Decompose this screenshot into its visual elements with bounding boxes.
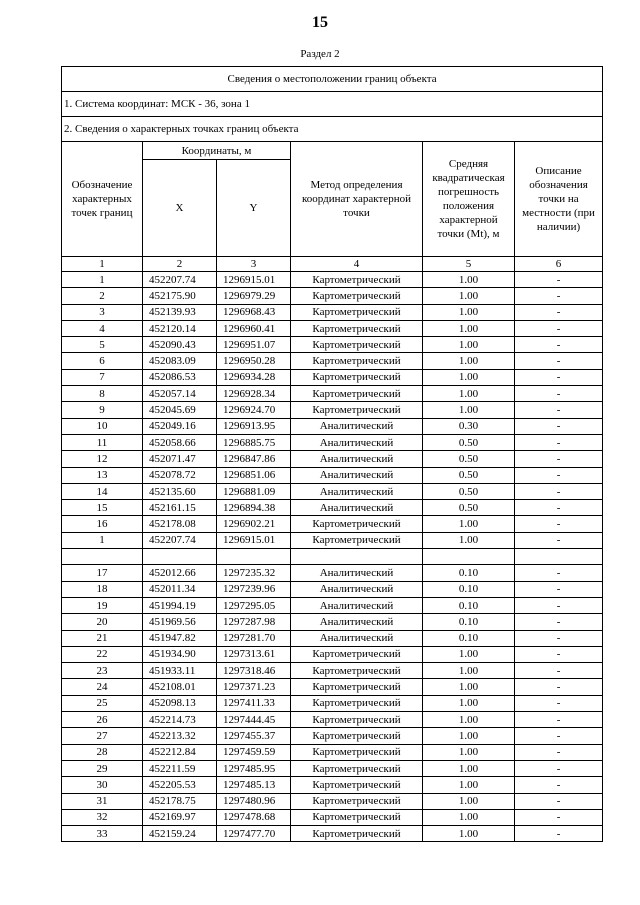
y-coordinate: 1297477.70 bbox=[217, 826, 291, 842]
y-coordinate: 1296902.21 bbox=[217, 516, 291, 532]
point-id: 25 bbox=[62, 695, 143, 711]
accuracy: 1.00 bbox=[423, 760, 515, 776]
point-id: 10 bbox=[62, 418, 143, 434]
x-coordinate: 452139.93 bbox=[143, 304, 217, 320]
description: - bbox=[515, 369, 603, 385]
description: - bbox=[515, 434, 603, 450]
table-title-row bbox=[62, 67, 603, 92]
x-coordinate: 451969.56 bbox=[143, 614, 217, 630]
accuracy: 1.00 bbox=[423, 646, 515, 662]
point-id: 5 bbox=[62, 337, 143, 353]
table-row bbox=[62, 614, 603, 630]
point-id: 29 bbox=[62, 760, 143, 776]
x-coordinate: 452205.53 bbox=[143, 777, 217, 793]
x-coordinate: 452071.47 bbox=[143, 451, 217, 467]
x-coordinate: 452090.43 bbox=[143, 337, 217, 353]
accuracy: 1.00 bbox=[423, 728, 515, 744]
y-coordinate: 1296951.07 bbox=[217, 337, 291, 353]
y-coordinate: 1297444.45 bbox=[217, 712, 291, 728]
point-id: 15 bbox=[62, 500, 143, 516]
table-body bbox=[62, 67, 603, 842]
description: - bbox=[515, 337, 603, 353]
accuracy: 1.00 bbox=[423, 304, 515, 320]
empty-cell bbox=[143, 549, 217, 565]
point-id: 22 bbox=[62, 646, 143, 662]
method: Картометрический bbox=[291, 369, 423, 385]
method: Картометрический bbox=[291, 320, 423, 336]
header-coords: Координаты, м bbox=[143, 142, 291, 160]
description: - bbox=[515, 304, 603, 320]
y-coordinate: 1297318.46 bbox=[217, 663, 291, 679]
x-coordinate: 452178.75 bbox=[143, 793, 217, 809]
x-coordinate: 452159.24 bbox=[143, 826, 217, 842]
y-coordinate: 1296847.86 bbox=[217, 451, 291, 467]
accuracy: 0.10 bbox=[423, 597, 515, 613]
x-coordinate: 452212.84 bbox=[143, 744, 217, 760]
y-coordinate: 1297485.95 bbox=[217, 760, 291, 776]
method: Картометрический bbox=[291, 679, 423, 695]
point-id: 3 bbox=[62, 304, 143, 320]
table-row bbox=[62, 320, 603, 336]
x-coordinate: 452178.08 bbox=[143, 516, 217, 532]
accuracy: 1.00 bbox=[423, 826, 515, 842]
accuracy: 1.00 bbox=[423, 402, 515, 418]
accuracy: 0.10 bbox=[423, 630, 515, 646]
table-row bbox=[62, 793, 603, 809]
table-row bbox=[62, 288, 603, 304]
table-row bbox=[62, 483, 603, 499]
x-coordinate: 451933.11 bbox=[143, 663, 217, 679]
y-coordinate: 1296885.75 bbox=[217, 434, 291, 450]
x-coordinate: 452057.14 bbox=[143, 386, 217, 402]
table-row bbox=[62, 728, 603, 744]
accuracy: 1.00 bbox=[423, 386, 515, 402]
description: - bbox=[515, 793, 603, 809]
point-id: 11 bbox=[62, 434, 143, 450]
point-id: 1 bbox=[62, 532, 143, 548]
method: Картометрический bbox=[291, 744, 423, 760]
method: Картометрический bbox=[291, 793, 423, 809]
x-coordinate: 452083.09 bbox=[143, 353, 217, 369]
table-title: Сведения о местоположении границ объекта bbox=[62, 67, 603, 92]
description: - bbox=[515, 288, 603, 304]
x-coordinate: 451947.82 bbox=[143, 630, 217, 646]
description: - bbox=[515, 418, 603, 434]
method: Аналитический bbox=[291, 597, 423, 613]
method: Аналитический bbox=[291, 418, 423, 434]
table-row bbox=[62, 532, 603, 548]
description: - bbox=[515, 516, 603, 532]
accuracy: 1.00 bbox=[423, 532, 515, 548]
y-coordinate: 1297459.59 bbox=[217, 744, 291, 760]
description: - bbox=[515, 663, 603, 679]
y-coordinate: 1296960.41 bbox=[217, 320, 291, 336]
method: Аналитический bbox=[291, 581, 423, 597]
y-coordinate: 1297239.96 bbox=[217, 581, 291, 597]
table-row bbox=[62, 369, 603, 385]
accuracy: 1.00 bbox=[423, 777, 515, 793]
y-coordinate: 1297295.05 bbox=[217, 597, 291, 613]
y-coordinate: 1297480.96 bbox=[217, 793, 291, 809]
x-coordinate: 452211.59 bbox=[143, 760, 217, 776]
column-number: 6 bbox=[515, 257, 603, 272]
point-id: 9 bbox=[62, 402, 143, 418]
method: Картометрический bbox=[291, 337, 423, 353]
x-coordinate: 451934.90 bbox=[143, 646, 217, 662]
table-row bbox=[62, 272, 603, 288]
header-x: X bbox=[143, 160, 217, 257]
empty-cell bbox=[291, 549, 423, 565]
accuracy: 0.50 bbox=[423, 467, 515, 483]
column-number: 4 bbox=[291, 257, 423, 272]
description: - bbox=[515, 646, 603, 662]
accuracy: 0.50 bbox=[423, 500, 515, 516]
point-id: 24 bbox=[62, 679, 143, 695]
column-number: 2 bbox=[143, 257, 217, 272]
point-id: 14 bbox=[62, 483, 143, 499]
method: Картометрический bbox=[291, 516, 423, 532]
y-coordinate: 1297235.32 bbox=[217, 565, 291, 581]
method: Картометрический bbox=[291, 809, 423, 825]
column-number: 5 bbox=[423, 257, 515, 272]
y-coordinate: 1296881.09 bbox=[217, 483, 291, 499]
y-coordinate: 1296928.34 bbox=[217, 386, 291, 402]
empty-cell bbox=[515, 549, 603, 565]
accuracy: 1.00 bbox=[423, 272, 515, 288]
accuracy: 1.00 bbox=[423, 288, 515, 304]
description: - bbox=[515, 630, 603, 646]
y-coordinate: 1297478.68 bbox=[217, 809, 291, 825]
points-heading: 2. Сведения о характерных точках границ объекта bbox=[62, 117, 603, 142]
y-coordinate: 1296915.01 bbox=[217, 272, 291, 288]
description: - bbox=[515, 581, 603, 597]
point-id: 17 bbox=[62, 565, 143, 581]
table-row bbox=[62, 760, 603, 776]
x-coordinate: 452175.90 bbox=[143, 288, 217, 304]
x-coordinate: 452045.69 bbox=[143, 402, 217, 418]
table-row bbox=[62, 597, 603, 613]
method: Картометрический bbox=[291, 777, 423, 793]
method: Картометрический bbox=[291, 663, 423, 679]
table-row bbox=[62, 402, 603, 418]
empty-cell bbox=[423, 549, 515, 565]
table-row bbox=[62, 744, 603, 760]
accuracy: 1.00 bbox=[423, 695, 515, 711]
accuracy: 1.00 bbox=[423, 809, 515, 825]
x-coordinate: 451994.19 bbox=[143, 597, 217, 613]
table-row bbox=[62, 418, 603, 434]
x-coordinate: 452213.32 bbox=[143, 728, 217, 744]
y-coordinate: 1296851.06 bbox=[217, 467, 291, 483]
description: - bbox=[515, 777, 603, 793]
method: Аналитический bbox=[291, 467, 423, 483]
method: Аналитический bbox=[291, 500, 423, 516]
description: - bbox=[515, 483, 603, 499]
point-id: 26 bbox=[62, 712, 143, 728]
accuracy: 0.10 bbox=[423, 614, 515, 630]
method: Картометрический bbox=[291, 386, 423, 402]
x-coordinate: 452135.60 bbox=[143, 483, 217, 499]
accuracy: 0.50 bbox=[423, 451, 515, 467]
description: - bbox=[515, 597, 603, 613]
point-id: 4 bbox=[62, 320, 143, 336]
accuracy: 1.00 bbox=[423, 744, 515, 760]
y-coordinate: 1297485.13 bbox=[217, 777, 291, 793]
empty-cell bbox=[217, 549, 291, 565]
description: - bbox=[515, 500, 603, 516]
point-id: 33 bbox=[62, 826, 143, 842]
accuracy: 1.00 bbox=[423, 663, 515, 679]
point-id: 7 bbox=[62, 369, 143, 385]
x-coordinate: 452169.97 bbox=[143, 809, 217, 825]
y-coordinate: 1297371.23 bbox=[217, 679, 291, 695]
table-row bbox=[62, 712, 603, 728]
accuracy: 0.30 bbox=[423, 418, 515, 434]
point-id: 19 bbox=[62, 597, 143, 613]
description: - bbox=[515, 744, 603, 760]
method: Картометрический bbox=[291, 760, 423, 776]
boundary-points-table bbox=[61, 66, 603, 842]
y-coordinate: 1296924.70 bbox=[217, 402, 291, 418]
method: Картометрический bbox=[291, 826, 423, 842]
accuracy: 1.00 bbox=[423, 320, 515, 336]
table-row bbox=[62, 451, 603, 467]
method: Аналитический bbox=[291, 614, 423, 630]
description: - bbox=[515, 826, 603, 842]
description: - bbox=[515, 402, 603, 418]
description: - bbox=[515, 467, 603, 483]
table-row bbox=[62, 337, 603, 353]
y-coordinate: 1297287.98 bbox=[217, 614, 291, 630]
header-method: Метод определения координат характерной точки bbox=[291, 142, 423, 257]
table-row bbox=[62, 516, 603, 532]
x-coordinate: 452086.53 bbox=[143, 369, 217, 385]
method: Аналитический bbox=[291, 630, 423, 646]
method: Картометрический bbox=[291, 532, 423, 548]
table-row bbox=[62, 777, 603, 793]
x-coordinate: 452058.66 bbox=[143, 434, 217, 450]
point-id: 32 bbox=[62, 809, 143, 825]
description: - bbox=[515, 679, 603, 695]
x-coordinate: 452214.73 bbox=[143, 712, 217, 728]
column-numbers-row bbox=[62, 257, 603, 272]
x-coordinate: 452108.01 bbox=[143, 679, 217, 695]
method: Аналитический bbox=[291, 434, 423, 450]
accuracy: 1.00 bbox=[423, 712, 515, 728]
y-coordinate: 1296913.95 bbox=[217, 418, 291, 434]
y-coordinate: 1297281.70 bbox=[217, 630, 291, 646]
point-id: 13 bbox=[62, 467, 143, 483]
point-id: 1 bbox=[62, 272, 143, 288]
table-row bbox=[62, 679, 603, 695]
empty-cell bbox=[62, 549, 143, 565]
y-coordinate: 1297455.37 bbox=[217, 728, 291, 744]
header-error: Средняя квадратическая погрешность положения характерной точки (Mt), м bbox=[423, 142, 515, 257]
method: Аналитический bbox=[291, 565, 423, 581]
accuracy: 1.00 bbox=[423, 516, 515, 532]
point-id: 28 bbox=[62, 744, 143, 760]
x-coordinate: 452161.15 bbox=[143, 500, 217, 516]
point-id: 6 bbox=[62, 353, 143, 369]
blank-separator-row bbox=[62, 549, 603, 565]
accuracy: 1.00 bbox=[423, 793, 515, 809]
coordinate-system-row bbox=[62, 92, 603, 117]
method: Аналитический bbox=[291, 483, 423, 499]
description: - bbox=[515, 728, 603, 744]
accuracy: 1.00 bbox=[423, 679, 515, 695]
table-row bbox=[62, 695, 603, 711]
accuracy: 0.50 bbox=[423, 434, 515, 450]
accuracy: 1.00 bbox=[423, 337, 515, 353]
accuracy: 1.00 bbox=[423, 369, 515, 385]
coordinate-system: 1. Система координат: МСК - 36, зона 1 bbox=[62, 92, 603, 117]
method: Картометрический bbox=[291, 695, 423, 711]
method: Картометрический bbox=[291, 728, 423, 744]
method: Аналитический bbox=[291, 451, 423, 467]
accuracy: 1.00 bbox=[423, 353, 515, 369]
table-row bbox=[62, 581, 603, 597]
description: - bbox=[515, 760, 603, 776]
point-id: 23 bbox=[62, 663, 143, 679]
y-coordinate: 1296894.38 bbox=[217, 500, 291, 516]
table-row bbox=[62, 809, 603, 825]
point-id: 30 bbox=[62, 777, 143, 793]
x-coordinate: 452207.74 bbox=[143, 272, 217, 288]
y-coordinate: 1296968.43 bbox=[217, 304, 291, 320]
point-id: 16 bbox=[62, 516, 143, 532]
method: Картометрический bbox=[291, 402, 423, 418]
description: - bbox=[515, 532, 603, 548]
x-coordinate: 452078.72 bbox=[143, 467, 217, 483]
y-coordinate: 1296950.28 bbox=[217, 353, 291, 369]
description: - bbox=[515, 386, 603, 402]
y-coordinate: 1296934.28 bbox=[217, 369, 291, 385]
x-coordinate: 452011.34 bbox=[143, 581, 217, 597]
page-number: 15 bbox=[312, 14, 328, 31]
table-row bbox=[62, 500, 603, 516]
header-row bbox=[62, 142, 603, 160]
description: - bbox=[515, 353, 603, 369]
method: Картометрический bbox=[291, 304, 423, 320]
y-coordinate: 1297313.61 bbox=[217, 646, 291, 662]
header-points: Обозначение характерных точек границ bbox=[62, 142, 143, 257]
accuracy: 0.10 bbox=[423, 565, 515, 581]
description: - bbox=[515, 565, 603, 581]
point-id: 18 bbox=[62, 581, 143, 597]
table-row bbox=[62, 386, 603, 402]
section-label: Раздел 2 bbox=[300, 48, 340, 60]
table-row bbox=[62, 304, 603, 320]
method: Картометрический bbox=[291, 353, 423, 369]
point-id: 27 bbox=[62, 728, 143, 744]
table-row bbox=[62, 565, 603, 581]
description: - bbox=[515, 272, 603, 288]
method: Картометрический bbox=[291, 712, 423, 728]
table-row bbox=[62, 630, 603, 646]
table-row bbox=[62, 663, 603, 679]
x-coordinate: 452049.16 bbox=[143, 418, 217, 434]
description: - bbox=[515, 809, 603, 825]
column-number: 3 bbox=[217, 257, 291, 272]
column-number: 1 bbox=[62, 257, 143, 272]
header-y: Y bbox=[217, 160, 291, 257]
description: - bbox=[515, 451, 603, 467]
point-id: 31 bbox=[62, 793, 143, 809]
x-coordinate: 452098.13 bbox=[143, 695, 217, 711]
table-row bbox=[62, 467, 603, 483]
accuracy: 0.10 bbox=[423, 581, 515, 597]
method: Картометрический bbox=[291, 272, 423, 288]
y-coordinate: 1296979.29 bbox=[217, 288, 291, 304]
point-id: 12 bbox=[62, 451, 143, 467]
point-id: 20 bbox=[62, 614, 143, 630]
points-heading-row bbox=[62, 117, 603, 142]
point-id: 2 bbox=[62, 288, 143, 304]
accuracy: 0.50 bbox=[423, 483, 515, 499]
x-coordinate: 452120.14 bbox=[143, 320, 217, 336]
table-row bbox=[62, 434, 603, 450]
table-row bbox=[62, 826, 603, 842]
table-row bbox=[62, 353, 603, 369]
description: - bbox=[515, 320, 603, 336]
header-desc: Описание обозначения точки на местности (при наличии) bbox=[515, 142, 603, 257]
y-coordinate: 1296915.01 bbox=[217, 532, 291, 548]
description: - bbox=[515, 712, 603, 728]
table-row bbox=[62, 646, 603, 662]
point-id: 21 bbox=[62, 630, 143, 646]
x-coordinate: 452012.66 bbox=[143, 565, 217, 581]
description: - bbox=[515, 695, 603, 711]
x-coordinate: 452207.74 bbox=[143, 532, 217, 548]
method: Картометрический bbox=[291, 288, 423, 304]
method: Картометрический bbox=[291, 646, 423, 662]
description: - bbox=[515, 614, 603, 630]
y-coordinate: 1297411.33 bbox=[217, 695, 291, 711]
point-id: 8 bbox=[62, 386, 143, 402]
